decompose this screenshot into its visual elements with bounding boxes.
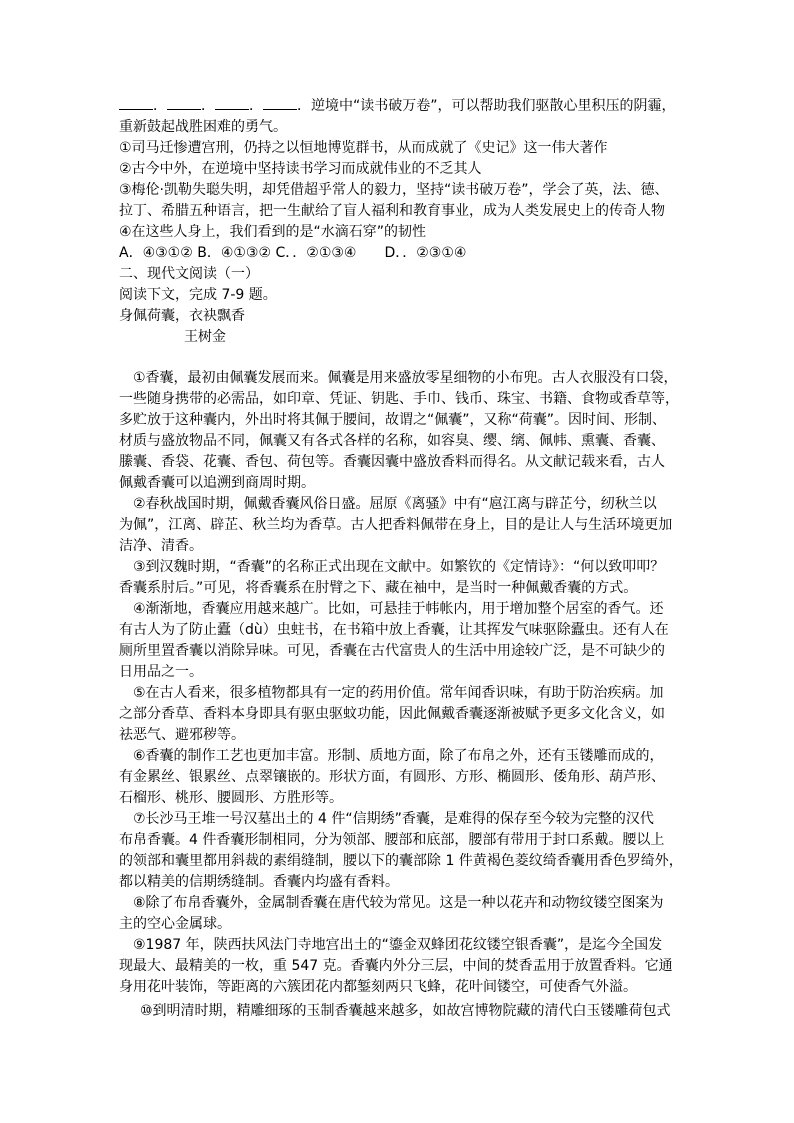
article-title: 身佩荷囊，衣袂飘香	[119, 308, 245, 324]
article-line: ③到汉魏时期，“香囊”的名称正式出现在文献中。如繁钦的《定情诗》：“何以致叩叩？	[133, 559, 665, 575]
answer-blank[interactable]	[119, 96, 153, 110]
article-line: 身用花叶装饰，等距离的六簇团花内都錾刻两只飞蜂，花叶间镂空，可使香气外溢。	[119, 979, 637, 995]
article-line: ②春秋战国时期，佩戴香囊风俗日盛。屈原《离骚》中有“扈江离与辟芷兮，纫秋兰以	[133, 496, 657, 512]
article-line: ⑤在古人看来，很多植物都具有一定的药用价值。常年闻香识味，有助于防治疾病。加	[133, 685, 664, 701]
reading-instruction: 阅读下文，完成 7-9 题。	[119, 287, 277, 303]
question-stem-text: ．逆境中“读书破万卷”，可以帮助我们驱散心里积压的阴霾，	[297, 98, 676, 114]
article-line: 材质与盛放物品不同，佩囊又有各式各样的名称，如容臭、缨、缡、佩帏、熏囊、香囊、	[119, 433, 665, 449]
article-line: 祛恶气、避邪秽等。	[119, 727, 245, 743]
article-line: 主的空心金属球。	[119, 916, 231, 932]
article-line: 有古人为了防止蠹（dù）虫蛀书，在书箱中放上香囊，让其挥发气味驱除蠹虫。还有人在	[119, 622, 669, 638]
article-line: 的领部和囊里都用斜裁的素绢缝制，腰以下的囊部除 1 件黄褐色菱纹绮香囊用香色罗绮外，	[119, 853, 683, 869]
answer-blank[interactable]	[263, 96, 297, 110]
article-line: 洁净、清香。	[119, 538, 203, 554]
article-line: ⑥香囊的制作工艺也更加丰富。形制、质地方面，除了布帛之外，还有玉镂雕而成的，	[133, 748, 664, 764]
sentence-item: 拉丁、希腊五种语言，把一生献给了盲人福利和教育事业，成为人类发展史上的传奇人物	[119, 203, 665, 219]
article-line: ④渐渐地，香囊应用越来越广。比如，可悬挂于帏帐内，用于增加整个居室的香气。还	[133, 601, 664, 617]
question-stem-line-2: 重新鼓起战胜困难的勇气。	[119, 119, 287, 135]
article-line: 一些随身携带的必需品，如印章、凭证、钥匙、手巾、钱币、珠宝、书籍、食物或香草等，	[119, 391, 679, 407]
article-line: ⑦长沙马王堆一号汉墓出土的 4 件“信期绣”香囊，是难得的保存至今较为完整的汉代	[133, 811, 654, 827]
article-line: 縢囊、香袋、花囊、香包、荷包等。香囊因囊中盛放香料而得名。从文献记载来看，古人	[119, 454, 665, 470]
article-line: 有金累丝、银累丝、点翠镶嵌的。形状方面，有圆形、方形、椭圆形、倭角形、葫芦形、	[119, 769, 665, 785]
article-line: ⑨1987 年，陕西扶风法门寺地宫出土的“鎏金双蜂团花纹镂空银香囊”，是迄今全国发	[133, 937, 663, 953]
answer-blank[interactable]	[215, 96, 249, 110]
sentence-item: ③梅伦·凯勒失聪失明，却凭借超乎常人的毅力，坚持“读书破万卷”，学会了英，法、德、	[119, 182, 669, 198]
article-line: ⑩到明清时期，精雕细琢的玉制香囊越来越多，如故宫博物院藏的清代白玉镂雕荷包式	[140, 1003, 671, 1019]
section-heading: 二、现代文阅读（一）	[119, 266, 259, 282]
article-line: 布帛香囊。4 件香囊形制相同，分为领部、腰部和底部，腰部有带用于封口系戴。腰以上	[119, 832, 665, 848]
article-line: 佩戴香囊可以追溯到商周时期。	[119, 475, 315, 491]
article-line: 多贮放于这种囊内，外出时将其佩于腰间，故谓之“佩囊”，又称“荷囊”。因时间、形制、	[119, 412, 667, 428]
article-line: ①香囊，最初由佩囊发展而来。佩囊是用来盛放零星细物的小布兜。古人衣服没有口袋，	[133, 370, 678, 386]
article-line: 日用品之一。	[119, 664, 203, 680]
sentence-item: ①司马迁惨遭宫刑，仍持之以恒地博览群书，从而成就了《史记》这一伟大著作	[119, 140, 608, 156]
answer-blank[interactable]	[167, 96, 201, 110]
article-line: 香囊系肘后。”可见，将香囊系在肘臂之下、藏在袖中，是当时一种佩戴香囊的方式。	[119, 580, 638, 596]
sentence-item: ②古今中外，在逆境中坚持读书学习而成就伟业的不乏其人	[119, 161, 482, 177]
article-line: ⑧除了布帛香囊外，金属制香囊在唐代较为常见。这是一种以花卉和动物纹镂空图案为	[133, 895, 664, 911]
sentence-item: ④在这些人身上，我们看到的是“水滴石穿”的韧性	[119, 224, 427, 240]
article-line: 为佩”，江离、辟芷、秋兰均为香草。古人把香料佩带在身上，目的是让人与生活环境更加	[119, 517, 673, 533]
article-author: 王树金	[184, 329, 226, 345]
article-line: 石榴形、桃形、腰圆形、方胜形等。	[119, 790, 343, 806]
answer-options: A．④③①② B．④①③② C．．②①③④ D．．②③①④	[119, 245, 467, 261]
article-line: 现最大、最精美的一枚，重 547 克。香囊内外分三层，中间的焚香盂用于放置香料。它通	[119, 958, 673, 974]
question-stem-line-1: ． ． ． ．逆境中“读书破万卷”，可以帮助我们驱散心里积压的阴霾，	[119, 96, 676, 117]
article-line: 厕所里置香囊以消除异味。可见，香囊在古代富贵人的生活中用途较广泛，是不可缺少的	[119, 643, 665, 659]
article-line: 之部分香草、香料本身即具有驱虫驱蚊功能，因此佩戴香囊逐渐被赋予更多文化含义，如	[119, 706, 665, 722]
article-line: 都以精美的信期绣缝制。香囊内均盛有香料。	[119, 874, 399, 890]
